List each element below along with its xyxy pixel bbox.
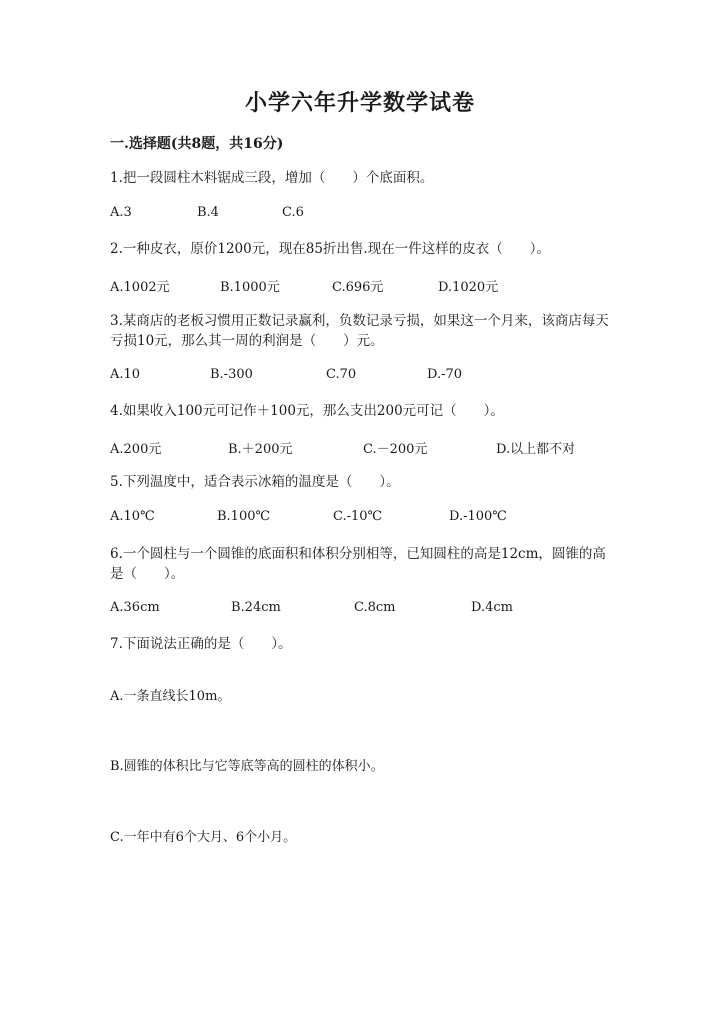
question-5-options xyxy=(110,509,630,529)
option-a: A.1002元 xyxy=(110,280,170,295)
option-b: B.4 xyxy=(197,205,219,220)
option-c: C.6 xyxy=(282,205,304,220)
question-7: 7.下面说法正确的是（ ）。 xyxy=(110,636,292,652)
option-b: B.圆锥的体积比与它等底等高的圆柱的体积小。 xyxy=(110,759,384,774)
option-a: A.36cm xyxy=(110,600,160,615)
option-a: A.10 xyxy=(110,367,141,382)
question-6: 6.一个圆柱与一个圆锥的底面积和体积分别相等，已知圆柱的高是12cm，圆锥的高是（ ）。 xyxy=(110,546,606,582)
question-1-options xyxy=(110,205,630,225)
option-d: D.4cm xyxy=(471,600,513,615)
option-a: A.3 xyxy=(110,205,132,220)
option-b: B.24cm xyxy=(231,600,281,615)
option-d: D.-100℃ xyxy=(449,509,507,524)
question-6-options xyxy=(110,600,630,620)
option-c: C.-10℃ xyxy=(333,509,383,524)
option-c: C.696元 xyxy=(332,280,384,295)
option-b: B.＋200元 xyxy=(228,442,293,457)
option-a: A.10℃ xyxy=(110,509,155,524)
option-b: B.1000元 xyxy=(220,280,280,295)
option-d: D.1020元 xyxy=(438,280,499,295)
question-3-options xyxy=(110,367,630,387)
option-c: C.8cm xyxy=(354,600,396,615)
option-a: A.200元 xyxy=(110,442,162,457)
question-2-options xyxy=(110,276,630,296)
option-d: D.-70 xyxy=(427,367,463,382)
question-2: 2.一种皮衣，原价1200元，现在85折出售.现在一件这样的皮衣（ ）。 xyxy=(110,241,550,257)
question-5: 5.下列温度中，适合表示冰箱的温度是（ ）。 xyxy=(110,474,400,490)
page-title: 小学六年升学数学试卷 xyxy=(244,90,475,116)
section-heading: 一.选择题(共8题，共16分) xyxy=(110,136,284,152)
option-c: C.－200元 xyxy=(363,442,428,457)
question-4-options xyxy=(110,438,630,458)
option-d: D.以上都不对 xyxy=(496,442,576,457)
question-1: 1.把一段圆柱木料锯成三段，增加（ ）个底面积。 xyxy=(110,170,434,186)
question-4: 4.如果收入100元可记作＋100元，那么支出200元可记（ ）。 xyxy=(110,403,504,419)
option-c: C.一年中有6个大月、6个小月。 xyxy=(110,830,297,845)
option-b: B.100℃ xyxy=(217,509,271,524)
option-a: A.一条直线长10m。 xyxy=(110,689,231,704)
option-b: B.-300 xyxy=(210,367,253,382)
question-3: 3.某商店的老板习惯用正数记录赢利，负数记录亏损，如果这一个月来，该商店每天亏损10元，那么其一周的利润是（ ）元。 xyxy=(110,313,609,349)
option-c: C.70 xyxy=(326,367,357,382)
